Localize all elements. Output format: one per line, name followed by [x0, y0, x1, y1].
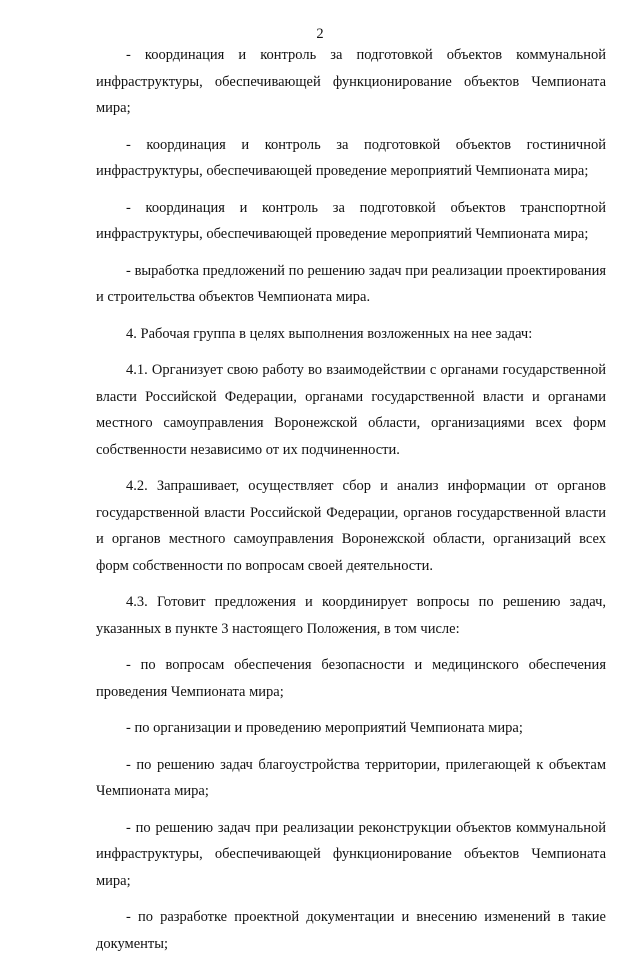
- paragraph-transport-coordination: - координация и контроль за подготовкой объектов транспортной инфраструктуры, обеспечивающей проведение мероприятий Чемпионата мира;: [96, 199, 606, 242]
- paragraph-design-documents: - по разработке проектной документации и внесению изменений в такие документы;: [96, 909, 606, 952]
- paragraph-section-4: 4. Рабочая группа в целях выполнения возложенных на нее задач:: [126, 325, 533, 342]
- paragraph-safety-medical: - по вопросам обеспечения безопасности и медицинского обеспечения проведения Чемпионата мира;: [96, 657, 606, 700]
- paragraph-design-proposals: - выработка предложений по решению задач при реализации проектирования и строительства объектов Чемпионата мира.: [96, 262, 606, 305]
- paragraph-section-4-1: 4.1. Организует свою работу во взаимодействии с органами государственной власти Российской Федерации, органами государственной власти и органами местного самоуправления Воронежской области, организациями всех форм собственности независимо от их подчиненности.: [96, 362, 606, 458]
- paragraph-utilities-coordination: - координация и контроль за подготовкой объектов коммунальной инфраструктуры, обеспечивающей функционирование объектов Чемпионата мира;: [96, 47, 606, 116]
- paragraph-utilities-reconstruction: - по решению задач при реализации реконструкции объектов коммунальной инфраструктуры, обеспечивающей функционирование объектов Чемпионата мира;: [96, 819, 606, 889]
- paragraph-section-4-2: 4.2. Запрашивает, осуществляет сбор и анализ информации от органов государственной власти Российской Федерации, органов государственной власти и органов местного самоуправления Воронежской области, организаций всех форм собственности по вопросам своей деятельности.: [96, 478, 606, 574]
- paragraph-section-4-3: 4.3. Готовит предложения и координирует вопросы по решению задач, указанных в пункте 3 настоящего Положения, в том числе:: [96, 594, 606, 637]
- page-number: 2: [316, 26, 324, 42]
- paragraph-hotel-coordination: - координация и контроль за подготовкой объектов гостиничной инфраструктуры, обеспечивающей проведение мероприятий Чемпионата мира;: [96, 136, 606, 179]
- document-body: [96, 42, 606, 967]
- paragraph-landscaping: - по решению задач благоустройства территории, прилегающей к объектам Чемпионата мира;: [96, 756, 606, 799]
- paragraph-events: - по организации и проведению мероприятий Чемпионата мира;: [126, 720, 523, 736]
